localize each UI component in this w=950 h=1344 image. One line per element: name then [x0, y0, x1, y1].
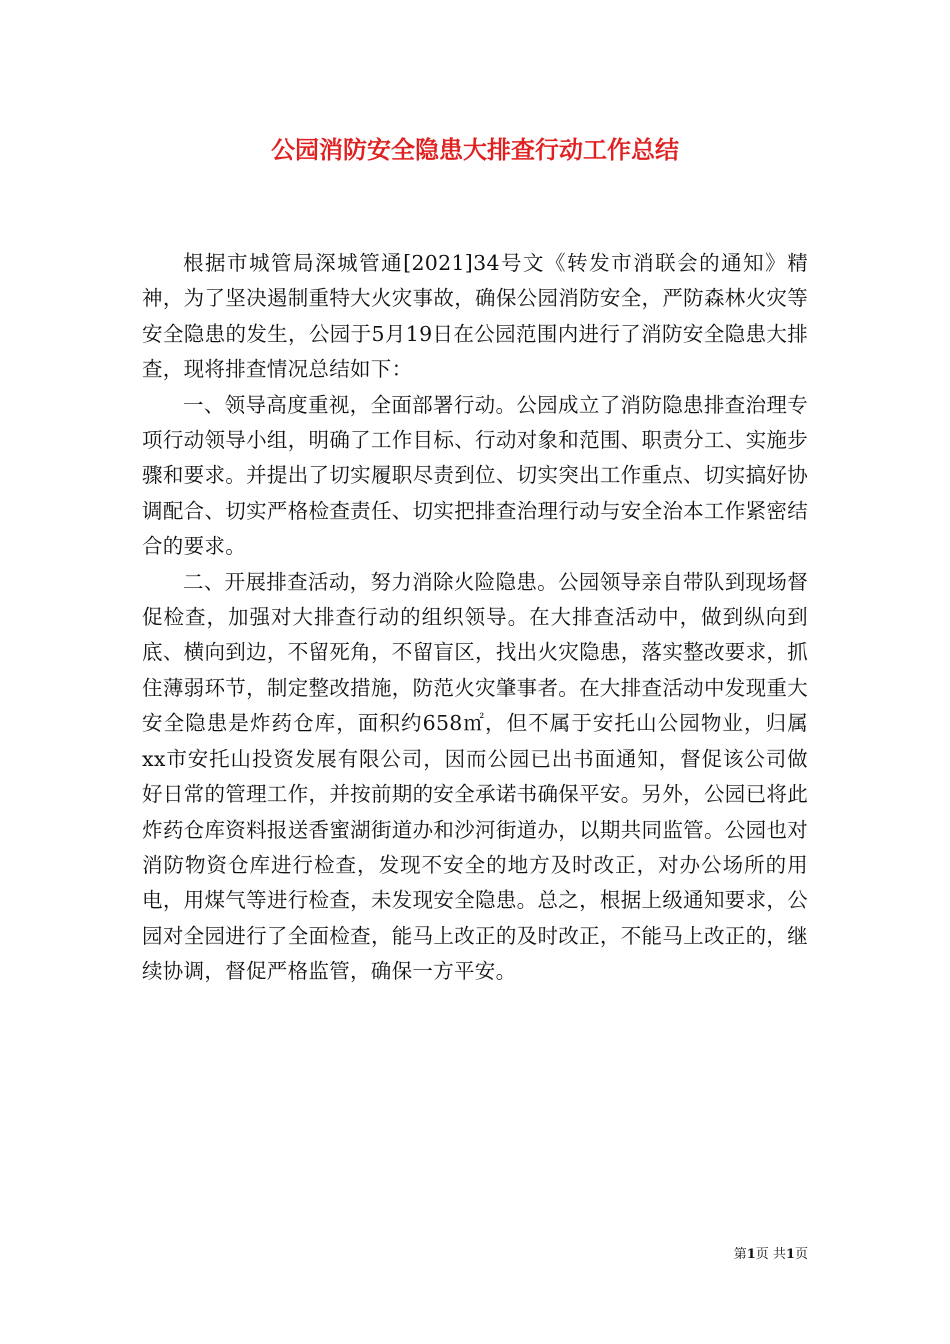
footer-current-page: 1: [746, 1247, 756, 1262]
footer-total-pages: 1: [785, 1247, 795, 1262]
footer-suffix: 页: [794, 1247, 808, 1262]
paragraph-section-two: 二、开展排查活动，努力消除火险隐患。公园领导亲自带队到现场督促检查，加强对大排查行动的组织领导。在大排查活动中，做到纵向到底、横向到边，不留死角，不留盲区，找出火灾隐患，落实整改要求，抓住薄弱环节，制定整改措施，防范火灾肇事者。在大排查活动中发现重大安全隐患是炸药仓库，面积约658㎡，但不属于安托山公园物业，归属xx市安托山投资发展有限公司，因而公园已出书面通知，督促该公司做好日常的管理工作，并按前期的安全承诺书确保平安。另外，公园已将此炸药仓库资料报送香蜜湖街道办和沙河街道办，以期共同监管。公园也对消防物资仓库进行检查，发现不安全的地方及时改正，对办公场所的用电，用煤气等进行检查，未发现安全隐患。总之，根据上级通知要求，公园对全园进行了全面检查，能马上改正的及时改正，不能马上改正的，继续协调，督促严格监管，确保一方平安。: [142, 569, 808, 984]
paragraph-intro: 根据市城管局深城管通[2021]34号文《转发市消联会的通知》精神，为了坚决遏制重特大火灾事故，确保公园消防安全，严防森林火灾等安全隐患的发生，公园于5月19日在公园范围内进行了消防安全隐患大排查，现将排查情况总结如下：: [142, 251, 808, 382]
document-title: 公园消防安全隐患大排查行动工作总结: [271, 136, 679, 164]
footer-prefix: 第: [733, 1247, 747, 1262]
document-body: [142, 246, 808, 990]
paragraph-section-one: 一、领导高度重视，全面部署行动。公园成立了消防隐患排查治理专项行动领导小组，明确了工作目标、行动对象和范围、职责分工、实施步骤和要求。并提出了切实履职尽责到位、切实突出工作重点、切实搞好协调配合、切实严格检查责任、切实把排查治理行动与安全治本工作紧密结合的要求。: [142, 392, 808, 559]
footer-middle: 页 共: [755, 1247, 786, 1262]
page-footer: [734, 1246, 808, 1264]
